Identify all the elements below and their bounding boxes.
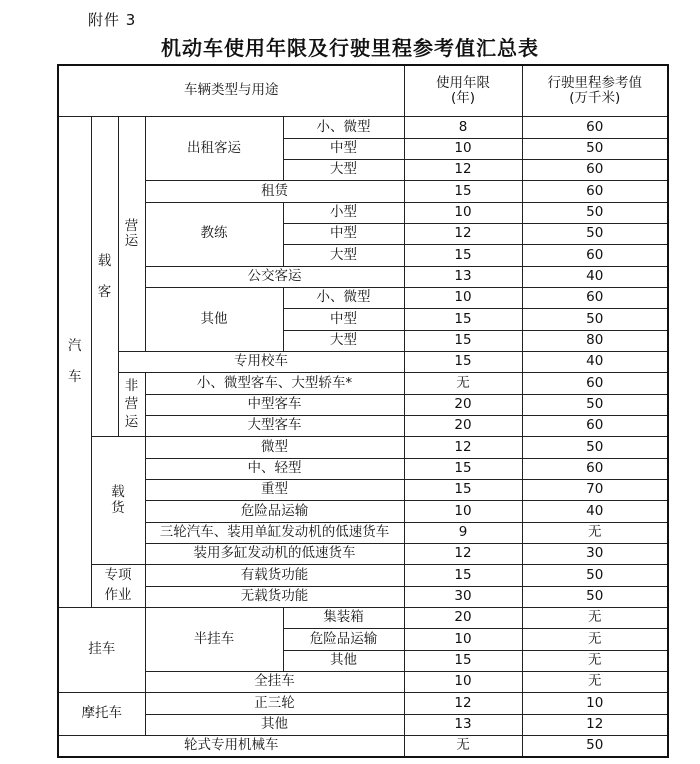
row-mileage: 60: [522, 159, 668, 180]
header-mileage-unit: (万千米): [569, 90, 621, 107]
row-label: 大型: [283, 245, 404, 266]
row-years: 8: [404, 117, 522, 138]
row-label: 专用校车: [118, 351, 404, 372]
row-years: 15: [404, 458, 522, 479]
row-label: 微型: [145, 437, 404, 458]
row-label: 有载货功能: [145, 565, 404, 586]
group-operating: 营 运: [118, 117, 145, 352]
row-mileage: 无: [522, 650, 668, 671]
table-row: [58, 586, 668, 607]
group-cargo: 载 货: [91, 437, 145, 565]
row-years: 12: [404, 543, 522, 564]
row-years: 13: [404, 266, 522, 287]
row-years: 20: [404, 415, 522, 436]
row-years: 15: [404, 330, 522, 351]
table-row: [58, 181, 668, 202]
header-mileage: [522, 65, 668, 117]
row-mileage: 60: [522, 415, 668, 436]
row-label: 轮式专用机械车: [58, 735, 404, 757]
row-mileage: 10: [522, 693, 668, 714]
row-label: 其他: [145, 714, 404, 735]
row-label: 租赁: [145, 181, 404, 202]
row-mileage: 40: [522, 266, 668, 287]
table-row: [58, 202, 668, 223]
row-mileage: 60: [522, 245, 668, 266]
row-label: 中型: [283, 138, 404, 159]
row-label: 危险品运输: [283, 629, 404, 650]
row-years: 12: [404, 223, 522, 244]
row-mileage: 80: [522, 330, 668, 351]
group-non-operating: 非 营 运: [118, 373, 145, 437]
table-row: [58, 522, 668, 543]
row-label: 装用多缸发动机的低速货车: [145, 543, 404, 564]
table-row: [58, 607, 668, 628]
row-years: 10: [404, 671, 522, 692]
table-row: [58, 415, 668, 436]
row-label: 公交客运: [145, 266, 404, 287]
row-label: 中型: [283, 223, 404, 244]
row-label: 中型: [283, 309, 404, 330]
row-years: 30: [404, 586, 522, 607]
header-mileage-label: 行驶里程参考值: [547, 74, 642, 91]
row-mileage: 30: [522, 543, 668, 564]
row-years: 12: [404, 159, 522, 180]
group-passenger: 载 客: [91, 117, 118, 437]
row-mileage: 无: [522, 671, 668, 692]
row-mileage: 50: [522, 735, 668, 757]
header-years-unit: (年): [450, 90, 476, 107]
row-mileage: 50: [522, 394, 668, 415]
row-mileage: 60: [522, 117, 668, 138]
row-years: 15: [404, 565, 522, 586]
row-years: 20: [404, 607, 522, 628]
row-label: 大型客车: [145, 415, 404, 436]
table-row: [58, 351, 668, 372]
row-mileage: 50: [522, 586, 668, 607]
table-row: [58, 394, 668, 415]
row-years: 13: [404, 714, 522, 735]
group-special-op: 专项 作业: [91, 565, 145, 608]
header-vehicle-type: 车辆类型与用途: [58, 65, 404, 117]
row-label: 大型: [283, 330, 404, 351]
row-years: 15: [404, 309, 522, 330]
row-years: 无: [404, 373, 522, 394]
table-row: [58, 287, 668, 308]
row-label: 正三轮: [145, 693, 404, 714]
row-label: 小、微型客车、大型轿车*: [145, 373, 404, 394]
row-years: 9: [404, 522, 522, 543]
table-row: [58, 458, 668, 479]
header-years-label: 使用年限: [436, 74, 490, 91]
row-label: 危险品运输: [145, 501, 404, 522]
row-mileage: 60: [522, 181, 668, 202]
group-car: 汽 车: [58, 117, 91, 608]
row-label: 集装箱: [283, 607, 404, 628]
label-taxi: 出租客运: [145, 117, 283, 181]
row-label: 无载货功能: [145, 586, 404, 607]
row-mileage: 70: [522, 479, 668, 500]
label-other: 其他: [145, 287, 283, 351]
row-label: 小、微型: [283, 287, 404, 308]
table-row: [58, 501, 668, 522]
row-years: 15: [404, 351, 522, 372]
table-row: [58, 117, 668, 138]
row-years: 15: [404, 650, 522, 671]
table-row: [58, 693, 668, 714]
table-row: [58, 479, 668, 500]
row-mileage: 60: [522, 373, 668, 394]
row-label: 三轮汽车、装用单缸发动机的低速货车: [145, 522, 404, 543]
row-label: 小、微型: [283, 117, 404, 138]
row-label: 其他: [283, 650, 404, 671]
row-mileage: 40: [522, 501, 668, 522]
row-label: 重型: [145, 479, 404, 500]
table-row: [58, 671, 668, 692]
row-mileage: 60: [522, 287, 668, 308]
row-label: 大型: [283, 159, 404, 180]
row-mileage: 无: [522, 629, 668, 650]
vehicle-lifespan-table: [57, 64, 669, 758]
row-mileage: 50: [522, 223, 668, 244]
row-mileage: 50: [522, 565, 668, 586]
row-years: 20: [404, 394, 522, 415]
row-mileage: 50: [522, 202, 668, 223]
row-label: 全挂车: [145, 671, 404, 692]
row-mileage: 60: [522, 458, 668, 479]
row-years: 10: [404, 138, 522, 159]
page-title: 机动车使用年限及行驶里程参考值汇总表: [161, 36, 539, 60]
table-row: [58, 437, 668, 458]
group-trailer: 挂车: [58, 607, 145, 692]
row-years: 12: [404, 693, 522, 714]
row-mileage: 12: [522, 714, 668, 735]
row-years: 10: [404, 501, 522, 522]
table-row: [58, 543, 668, 564]
label-coach: 教练: [145, 202, 283, 266]
row-label: 中型客车: [145, 394, 404, 415]
row-years: 15: [404, 181, 522, 202]
row-years: 10: [404, 202, 522, 223]
row-years: 10: [404, 629, 522, 650]
table-row: [58, 714, 668, 735]
row-mileage: 50: [522, 309, 668, 330]
table-row: [58, 565, 668, 586]
row-years: 无: [404, 735, 522, 757]
group-semi-trailer: 半挂车: [145, 607, 283, 671]
group-motorcycle: 摩托车: [58, 693, 145, 736]
row-mileage: 无: [522, 522, 668, 543]
row-mileage: 40: [522, 351, 668, 372]
row-label: 中、轻型: [145, 458, 404, 479]
row-years: 15: [404, 479, 522, 500]
header-years: [404, 65, 522, 117]
table-row: [58, 735, 668, 757]
row-mileage: 无: [522, 607, 668, 628]
row-mileage: 50: [522, 437, 668, 458]
row-years: 12: [404, 437, 522, 458]
attachment-label: 附件 3: [88, 11, 137, 29]
table-row: [58, 266, 668, 287]
row-years: 15: [404, 245, 522, 266]
table-header-row: [58, 65, 668, 117]
row-years: 10: [404, 287, 522, 308]
row-mileage: 50: [522, 138, 668, 159]
table-row: [58, 373, 668, 394]
row-label: 小型: [283, 202, 404, 223]
